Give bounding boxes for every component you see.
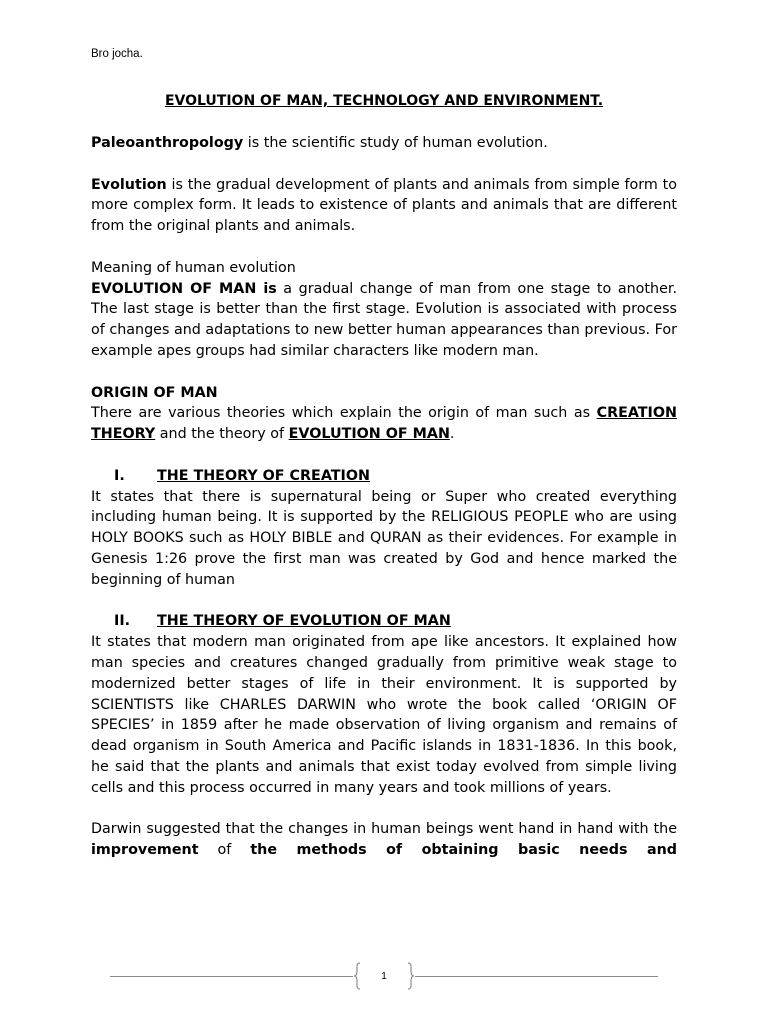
- origin-text: There are various theories which explain the origin of man such as: [91, 405, 597, 422]
- document-body: [91, 133, 677, 861]
- darwin-text: of: [198, 842, 251, 859]
- right-brace-icon: [407, 962, 415, 990]
- paragraph-darwin: [91, 819, 677, 861]
- term-evolution-of-man: EVOLUTION OF MAN is: [91, 280, 277, 297]
- term-creation-theory: CREATION THEORY: [91, 405, 677, 443]
- paragraph-paleoanthropology: [91, 133, 677, 154]
- darwin-text: Darwin suggested that the changes in human beings went hand in hand with the: [91, 821, 677, 838]
- left-brace-icon: [353, 962, 361, 990]
- paragraph-creation: It states that there is supernatural being or Super who created everything including human being. It is supported by the RELIGIOUS PEOPLE who are using HOLY BOOKS such as HOLY BIBLE and QURAN as their evidences. For example in Genesis 1:26 prove the first man was created by God and hence marked the beginning of human: [91, 488, 677, 588]
- term-paleoanthropology: Paleoanthropology: [91, 135, 244, 151]
- definition-text: a gradual change of man from one stage to another. The last stage is better than the first stage. Evolution is associated with process of changes and adaptations to new better human appearances than previous. For example apes groups had similar characters like modern man.: [91, 280, 677, 359]
- section-title: THE THEORY OF CREATION: [157, 467, 370, 484]
- section-numeral: I.: [114, 467, 125, 484]
- definition-text: is the scientific study of human evolution.: [243, 135, 548, 151]
- document-title: EVOLUTION OF MAN, TECHNOLOGY AND ENVIRONMENT.: [164, 93, 604, 109]
- paragraph-evolution-theory: It states that modern man originated from ape like ancestors. It explained how man species and creatures changed gradually from primitive weak stage to modernized better stages of life in their environment. It is supported by SCIENTISTS like CHARLES DARWIN who wrote the book called ‘ORIGIN OF SPECIES’ in 1859 after he made observation of living organism and remains of dead organism in South America and Pacific islands in 1831-1836. In this book, he said that the plants and animals that exist today evolved from simple living cells and this process occurred in many years and took millions of years.: [91, 634, 677, 796]
- footer-rule-left: [110, 976, 353, 977]
- section-heading-creation: [91, 466, 677, 487]
- section-heading-evolution: [91, 611, 677, 632]
- paragraph-origin: [91, 403, 677, 445]
- term-evolution-of-man: EVOLUTION OF MAN: [288, 426, 450, 443]
- term-improvement: improvement: [91, 842, 199, 859]
- paragraph-evolution: [91, 175, 677, 237]
- term-evolution: Evolution: [91, 176, 167, 193]
- page-footer: [110, 962, 658, 992]
- origin-text: .: [449, 426, 455, 443]
- header-note: Bro jocha.: [91, 48, 143, 60]
- definition-text: is the gradual development of plants and animals from simple form to more complex form. It leads to existence of plants and animals that are different from the original plants and animals.: [91, 176, 677, 235]
- meaning-heading: Meaning of human evolution: [91, 259, 296, 276]
- origin-text: and the theory of: [155, 426, 289, 443]
- page-number: 1: [381, 971, 387, 982]
- section-numeral: II.: [114, 613, 131, 630]
- term-basic-needs: the methods of obtaining basic needs and: [250, 842, 678, 859]
- paragraph-meaning: [91, 279, 677, 362]
- footer-rule-right: [415, 976, 658, 977]
- origin-heading: ORIGIN OF MAN: [91, 384, 218, 401]
- section-title: THE THEORY OF EVOLUTION OF MAN: [157, 613, 451, 630]
